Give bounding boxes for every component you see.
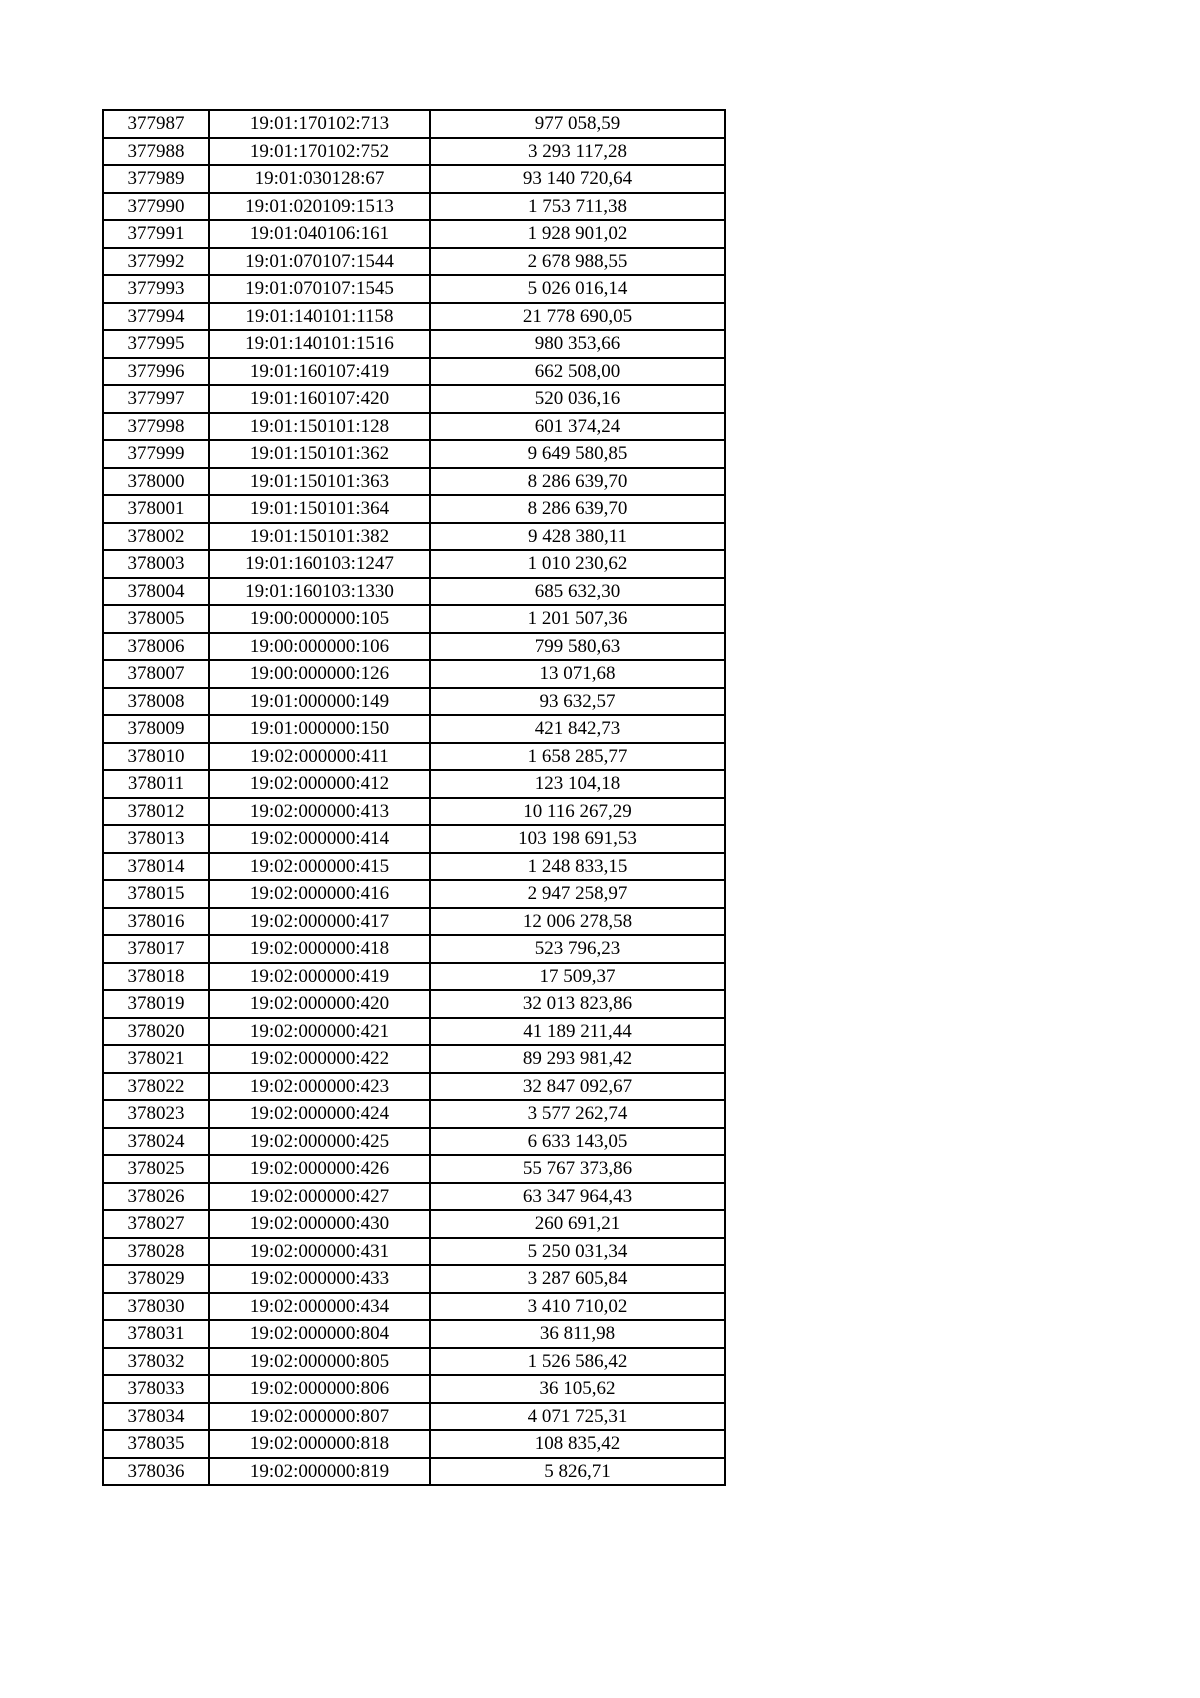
table-row (103, 550, 725, 578)
value-cell: 36 105,62 (430, 1375, 725, 1403)
row-number-cell: 378025 (103, 1155, 209, 1183)
cadastral-number-cell: 19:02:000000:819 (209, 1458, 430, 1486)
cadastral-number-cell: 19:02:000000:424 (209, 1100, 430, 1128)
cadastral-number-cell: 19:01:160107:419 (209, 358, 430, 386)
cadastral-number-cell: 19:02:000000:412 (209, 770, 430, 798)
row-number-cell: 377990 (103, 193, 209, 221)
cadastral-number-cell: 19:01:000000:149 (209, 688, 430, 716)
table-row (103, 440, 725, 468)
cadastral-number-cell: 19:01:020109:1513 (209, 193, 430, 221)
cadastral-number-cell: 19:02:000000:413 (209, 798, 430, 826)
table-row (103, 468, 725, 496)
value-cell: 32 013 823,86 (430, 990, 725, 1018)
cadastral-number-cell: 19:01:030128:67 (209, 165, 430, 193)
value-cell: 21 778 690,05 (430, 303, 725, 331)
cadastral-number-cell: 19:01:040106:161 (209, 220, 430, 248)
value-cell: 685 632,30 (430, 578, 725, 606)
row-number-cell: 378017 (103, 935, 209, 963)
value-cell: 3 293 117,28 (430, 138, 725, 166)
row-number-cell: 377997 (103, 385, 209, 413)
row-number-cell: 377992 (103, 248, 209, 276)
table-row (103, 990, 725, 1018)
row-number-cell: 378026 (103, 1183, 209, 1211)
row-number-cell: 377989 (103, 165, 209, 193)
table-row (103, 193, 725, 221)
table-row (103, 495, 725, 523)
cadastral-number-cell: 19:02:000000:422 (209, 1045, 430, 1073)
value-cell: 123 104,18 (430, 770, 725, 798)
table-body (103, 110, 725, 1485)
table-row (103, 358, 725, 386)
row-number-cell: 378006 (103, 633, 209, 661)
value-cell: 2 947 258,97 (430, 880, 725, 908)
cadastral-number-cell: 19:01:160107:420 (209, 385, 430, 413)
cadastral-number-cell: 19:01:140101:1516 (209, 330, 430, 358)
row-number-cell: 378033 (103, 1375, 209, 1403)
table-row (103, 633, 725, 661)
row-number-cell: 378018 (103, 963, 209, 991)
table-row (103, 1293, 725, 1321)
table-row (103, 1018, 725, 1046)
cadastral-number-cell: 19:01:170102:752 (209, 138, 430, 166)
value-cell: 1 010 230,62 (430, 550, 725, 578)
row-number-cell: 378008 (103, 688, 209, 716)
table-row (103, 303, 725, 331)
cadastral-number-cell: 19:01:150101:362 (209, 440, 430, 468)
value-cell: 1 753 711,38 (430, 193, 725, 221)
cadastral-number-cell: 19:02:000000:425 (209, 1128, 430, 1156)
table-row (103, 1458, 725, 1486)
row-number-cell: 378007 (103, 660, 209, 688)
cadastral-number-cell: 19:02:000000:426 (209, 1155, 430, 1183)
table-row (103, 605, 725, 633)
cadastral-number-cell: 19:01:160103:1330 (209, 578, 430, 606)
row-number-cell: 377998 (103, 413, 209, 441)
row-number-cell: 378015 (103, 880, 209, 908)
value-cell: 1 526 586,42 (430, 1348, 725, 1376)
value-cell: 1 248 833,15 (430, 853, 725, 881)
row-number-cell: 378009 (103, 715, 209, 743)
row-number-cell: 378011 (103, 770, 209, 798)
table-row (103, 935, 725, 963)
value-cell: 799 580,63 (430, 633, 725, 661)
cadastral-number-cell: 19:02:000000:433 (209, 1265, 430, 1293)
cadastral-number-cell: 19:01:150101:128 (209, 413, 430, 441)
table-row (103, 1320, 725, 1348)
row-number-cell: 378032 (103, 1348, 209, 1376)
row-number-cell: 378023 (103, 1100, 209, 1128)
value-cell: 9 428 380,11 (430, 523, 725, 551)
value-cell: 8 286 639,70 (430, 468, 725, 496)
table-row (103, 1403, 725, 1431)
table-row (103, 853, 725, 881)
value-cell: 93 140 720,64 (430, 165, 725, 193)
row-number-cell: 377987 (103, 110, 209, 138)
table-row (103, 880, 725, 908)
value-cell: 93 632,57 (430, 688, 725, 716)
table-row (103, 138, 725, 166)
value-cell: 6 633 143,05 (430, 1128, 725, 1156)
cadastral-number-cell: 19:01:140101:1158 (209, 303, 430, 331)
row-number-cell: 377994 (103, 303, 209, 331)
table-row (103, 578, 725, 606)
row-number-cell: 378010 (103, 743, 209, 771)
value-cell: 36 811,98 (430, 1320, 725, 1348)
row-number-cell: 378016 (103, 908, 209, 936)
value-cell: 3 410 710,02 (430, 1293, 725, 1321)
value-cell: 2 678 988,55 (430, 248, 725, 276)
cadastral-number-cell: 19:01:000000:150 (209, 715, 430, 743)
value-cell: 108 835,42 (430, 1430, 725, 1458)
table-row (103, 275, 725, 303)
value-cell: 4 071 725,31 (430, 1403, 725, 1431)
cadastral-number-cell: 19:02:000000:421 (209, 1018, 430, 1046)
cadastral-number-cell: 19:01:150101:364 (209, 495, 430, 523)
cadastral-number-cell: 19:02:000000:418 (209, 935, 430, 963)
cadastral-number-cell: 19:01:070107:1544 (209, 248, 430, 276)
value-cell: 1 201 507,36 (430, 605, 725, 633)
value-cell: 17 509,37 (430, 963, 725, 991)
value-cell: 421 842,73 (430, 715, 725, 743)
value-cell: 3 287 605,84 (430, 1265, 725, 1293)
table-row (103, 1265, 725, 1293)
cadastral-number-cell: 19:02:000000:805 (209, 1348, 430, 1376)
cadastral-number-cell: 19:01:170102:713 (209, 110, 430, 138)
row-number-cell: 378019 (103, 990, 209, 1018)
table-row (103, 825, 725, 853)
cadastral-number-cell: 19:02:000000:434 (209, 1293, 430, 1321)
cadastral-number-cell: 19:02:000000:417 (209, 908, 430, 936)
value-cell: 32 847 092,67 (430, 1073, 725, 1101)
table-row (103, 798, 725, 826)
value-cell: 5 026 016,14 (430, 275, 725, 303)
cadastral-number-cell: 19:02:000000:414 (209, 825, 430, 853)
row-number-cell: 378035 (103, 1430, 209, 1458)
value-cell: 55 767 373,86 (430, 1155, 725, 1183)
cadastral-number-cell: 19:02:000000:427 (209, 1183, 430, 1211)
value-cell: 89 293 981,42 (430, 1045, 725, 1073)
cadastral-number-cell: 19:02:000000:431 (209, 1238, 430, 1266)
cadastral-number-cell: 19:02:000000:419 (209, 963, 430, 991)
table-row (103, 110, 725, 138)
row-number-cell: 378002 (103, 523, 209, 551)
table-row (103, 330, 725, 358)
table-row (103, 413, 725, 441)
table-row (103, 715, 725, 743)
value-cell: 523 796,23 (430, 935, 725, 963)
table-row (103, 1238, 725, 1266)
value-cell: 977 058,59 (430, 110, 725, 138)
row-number-cell: 378001 (103, 495, 209, 523)
value-cell: 260 691,21 (430, 1210, 725, 1238)
row-number-cell: 377993 (103, 275, 209, 303)
table-row (103, 1128, 725, 1156)
table-row (103, 908, 725, 936)
cadastral-number-cell: 19:01:150101:363 (209, 468, 430, 496)
table-row (103, 770, 725, 798)
value-cell: 12 006 278,58 (430, 908, 725, 936)
row-number-cell: 378029 (103, 1265, 209, 1293)
table-row (103, 248, 725, 276)
table-row (103, 1183, 725, 1211)
value-cell: 601 374,24 (430, 413, 725, 441)
cadastral-number-cell: 19:01:070107:1545 (209, 275, 430, 303)
cadastral-number-cell: 19:00:000000:105 (209, 605, 430, 633)
row-number-cell: 378022 (103, 1073, 209, 1101)
row-number-cell: 378005 (103, 605, 209, 633)
row-number-cell: 377991 (103, 220, 209, 248)
cadastral-number-cell: 19:00:000000:106 (209, 633, 430, 661)
row-number-cell: 378036 (103, 1458, 209, 1486)
table-row (103, 660, 725, 688)
value-cell: 9 649 580,85 (430, 440, 725, 468)
row-number-cell: 378013 (103, 825, 209, 853)
row-number-cell: 377999 (103, 440, 209, 468)
table-row (103, 688, 725, 716)
cadastral-number-cell: 19:02:000000:818 (209, 1430, 430, 1458)
value-cell: 662 508,00 (430, 358, 725, 386)
row-number-cell: 377988 (103, 138, 209, 166)
row-number-cell: 378003 (103, 550, 209, 578)
cadastral-number-cell: 19:02:000000:415 (209, 853, 430, 881)
value-cell: 41 189 211,44 (430, 1018, 725, 1046)
row-number-cell: 378014 (103, 853, 209, 881)
cadastral-number-cell: 19:02:000000:420 (209, 990, 430, 1018)
table-row (103, 1100, 725, 1128)
value-cell: 5 826,71 (430, 1458, 725, 1486)
cadastral-number-cell: 19:02:000000:807 (209, 1403, 430, 1431)
table-row (103, 165, 725, 193)
value-cell: 5 250 031,34 (430, 1238, 725, 1266)
table-row (103, 1375, 725, 1403)
cadastral-number-cell: 19:02:000000:806 (209, 1375, 430, 1403)
row-number-cell: 378031 (103, 1320, 209, 1348)
row-number-cell: 378024 (103, 1128, 209, 1156)
table-row (103, 743, 725, 771)
table-row (103, 523, 725, 551)
value-cell: 980 353,66 (430, 330, 725, 358)
value-cell: 1 658 285,77 (430, 743, 725, 771)
row-number-cell: 378004 (103, 578, 209, 606)
table-row (103, 385, 725, 413)
cadastral-number-cell: 19:02:000000:423 (209, 1073, 430, 1101)
row-number-cell: 378030 (103, 1293, 209, 1321)
cadastral-number-cell: 19:02:000000:411 (209, 743, 430, 771)
row-number-cell: 378012 (103, 798, 209, 826)
row-number-cell: 377995 (103, 330, 209, 358)
table-row (103, 1210, 725, 1238)
value-cell: 8 286 639,70 (430, 495, 725, 523)
table-row (103, 1430, 725, 1458)
value-cell: 103 198 691,53 (430, 825, 725, 853)
value-cell: 3 577 262,74 (430, 1100, 725, 1128)
value-cell: 1 928 901,02 (430, 220, 725, 248)
cadastral-number-cell: 19:01:150101:382 (209, 523, 430, 551)
cadastral-number-cell: 19:02:000000:416 (209, 880, 430, 908)
value-cell: 520 036,16 (430, 385, 725, 413)
cadastral-number-cell: 19:02:000000:804 (209, 1320, 430, 1348)
value-cell: 13 071,68 (430, 660, 725, 688)
row-number-cell: 378000 (103, 468, 209, 496)
value-cell: 10 116 267,29 (430, 798, 725, 826)
row-number-cell: 378027 (103, 1210, 209, 1238)
cadastral-number-cell: 19:02:000000:430 (209, 1210, 430, 1238)
table-row (103, 220, 725, 248)
cadastral-number-cell: 19:00:000000:126 (209, 660, 430, 688)
table-row (103, 1348, 725, 1376)
row-number-cell: 378028 (103, 1238, 209, 1266)
cadastral-number-cell: 19:01:160103:1247 (209, 550, 430, 578)
row-number-cell: 378021 (103, 1045, 209, 1073)
row-number-cell: 378034 (103, 1403, 209, 1431)
data-table (102, 109, 726, 1486)
row-number-cell: 378020 (103, 1018, 209, 1046)
value-cell: 63 347 964,43 (430, 1183, 725, 1211)
table-row (103, 1073, 725, 1101)
table-row (103, 963, 725, 991)
table-row (103, 1155, 725, 1183)
row-number-cell: 377996 (103, 358, 209, 386)
table-row (103, 1045, 725, 1073)
